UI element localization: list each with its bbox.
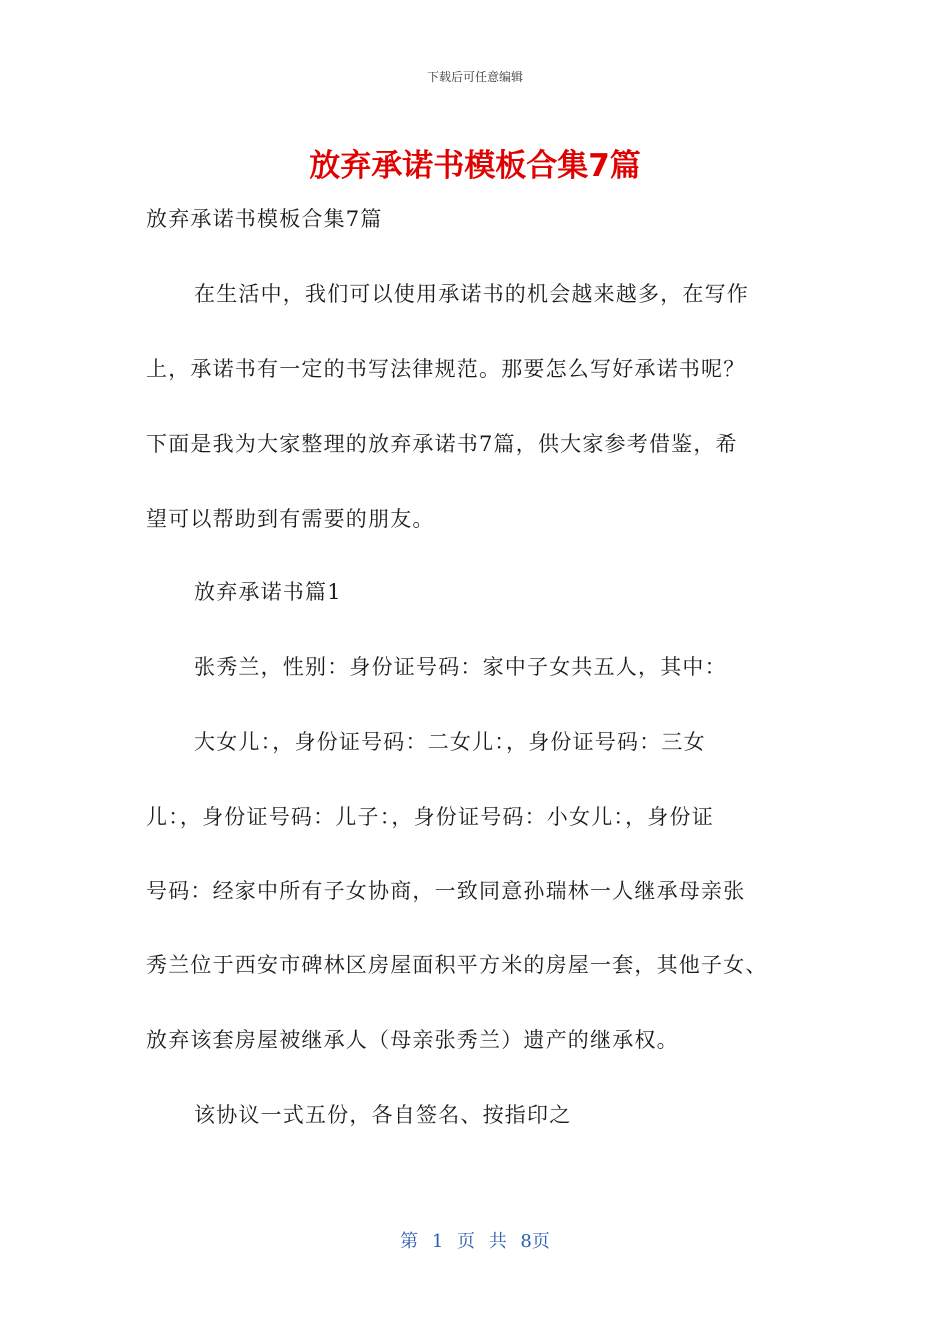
- subtitle-line: 放弃承诺书模板合集7篇: [146, 207, 383, 231]
- section-heading: 放弃承诺书篇1: [194, 580, 342, 604]
- paragraph-line: 在生活中，我们可以使用承诺书的机会越来越多，在写作: [194, 282, 749, 306]
- paragraph-line: 该协议一式五份，各自签名、按指印之: [194, 1103, 572, 1127]
- header-note: 下载后可任意编辑: [426, 70, 523, 84]
- page-footer: 第 1 页 共 8页: [400, 1231, 550, 1252]
- paragraph-line: 放弃该套房屋被继承人（母亲张秀兰）遗产的继承权。: [146, 1028, 679, 1052]
- document-title: 放弃承诺书模板合集7篇: [309, 148, 641, 184]
- paragraph-line: 秀兰位于西安市碑林区房屋面积平方米的房屋一套，其他子女、: [146, 953, 768, 977]
- paragraph-line: 儿：，身份证号码：儿子：，身份证号码：小女儿：，身份证: [146, 805, 714, 829]
- paragraph-line: 下面是我为大家整理的放弃承诺书7篇，供大家参考借鉴，希: [146, 432, 738, 456]
- paragraph-line: 号码：经家中所有子女协商，一致同意孙瑞林一人继承母亲张: [146, 879, 746, 903]
- paragraph-line: 张秀兰，性别：身份证号码：家中子女共五人，其中：: [194, 655, 727, 679]
- paragraph-line: 上，承诺书有一定的书写法律规范。那要怎么写好承诺书呢？: [146, 357, 746, 381]
- paragraph-line: 大女儿：，身份证号码：二女儿：，身份证号码：三女: [194, 730, 706, 754]
- paragraph-line: 望可以帮助到有需要的朋友。: [146, 507, 435, 531]
